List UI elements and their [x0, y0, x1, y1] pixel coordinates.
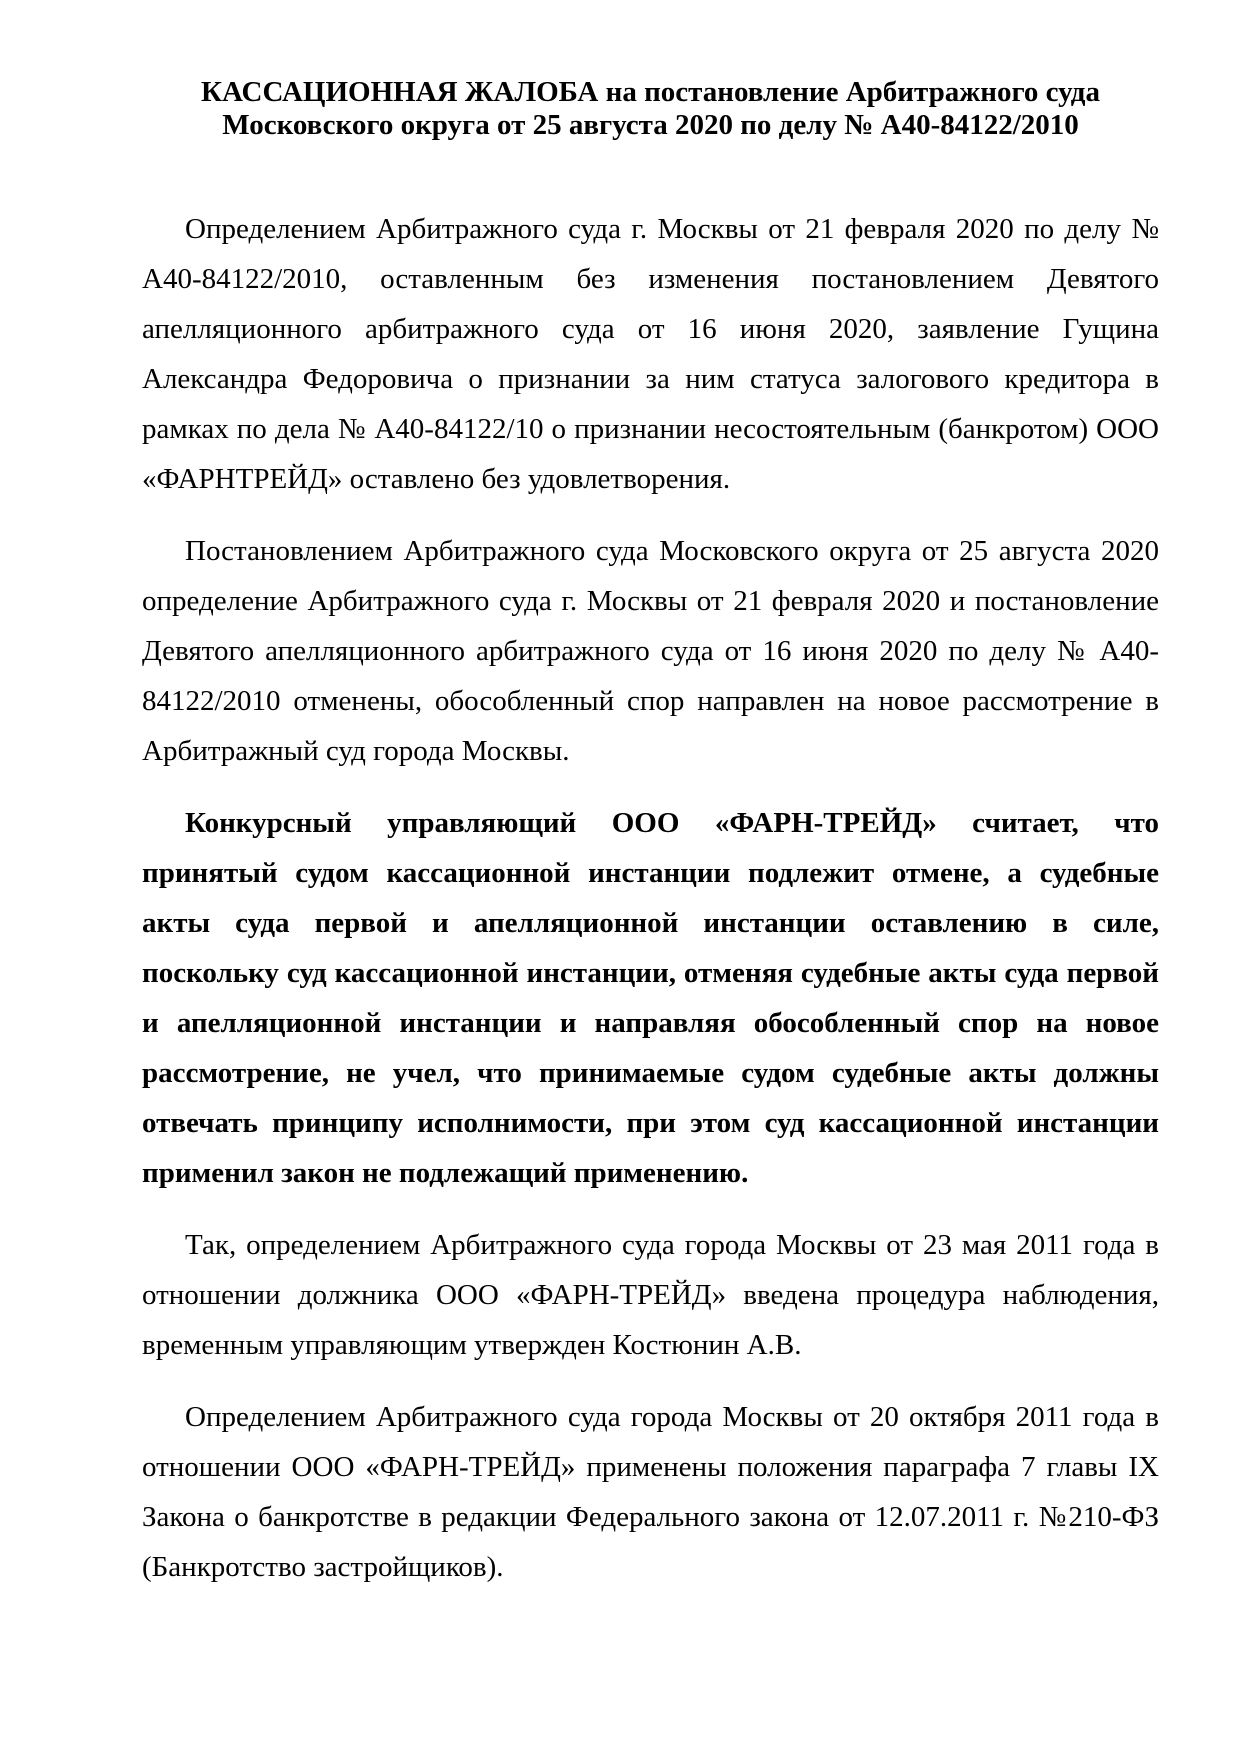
paragraph-observation-procedure: Так, определением Арбитражного суда города Москвы от 23 мая 2011 года в отношении должника ООО «ФАРН-ТРЕЙД» введена процедура наблюдения, временным управляющим утвержден Костюнин А.В. [142, 1229, 1159, 1361]
document-title: КАССАЦИОННАЯ ЖАЛОБА на постановление Арбитражного суда Московского округа от 25 августа 2020 по делу № А40-84122/2010 [201, 76, 1100, 141]
paragraph-cassation-ruling: Постановлением Арбитражного суда Московского округа от 25 августа 2020 определение Арбитражного суда г. Москвы от 21 февраля 2020 и постановление Девятого апелляционного арбитражного суда от 16 июня 2020 по делу № А40-84122/2010 отменены, обособленный спор направлен на новое рассмотрение в Арбитражный суд города Москвы. [142, 535, 1159, 767]
paragraph-ruling-first-instance: Определением Арбитражного суда г. Москвы от 21 февраля 2020 по делу № А40-84122/2010, оставленным без изменения постановлением Девятого апелляционного арбитражного суда от 16 июня 2020, заявление Гущина Александра Федоровича о признании за ним статуса залогового кредитора в рамках по дела № А40-84122/10 о признании несостоятельным (банкротом) ООО «ФАРНТРЕЙД» оставлено без удовлетворения. [142, 213, 1159, 495]
paragraph-trustee-position-emphasis: Конкурсный управляющий ООО «ФАРН-ТРЕЙД» считает, что принятый судом кассационной инстанции подлежит отмене, а судебные акты суда первой и апелляционной инстанции оставлению в силе, поскольку суд кассационной инстанции, отменяя судебные акты суда первой и апелляционной инстанции и направляя обособленный спор на новое рассмотрение, не учел, что принимаемые судом судебные акты должны отвечать принципу исполнимости, при этом суд кассационной инстанции применил закон не подлежащий применению. [142, 807, 1159, 1189]
paragraph-developer-bankruptcy: Определением Арбитражного суда города Москвы от 20 октября 2011 года в отношении ООО «ФАРН-ТРЕЙД» применены положения параграфа 7 главы IX Закона о банкротстве в редакции Федерального закона от 12.07.2011 г. №210-ФЗ (Банкротство застройщиков). [142, 1401, 1159, 1583]
